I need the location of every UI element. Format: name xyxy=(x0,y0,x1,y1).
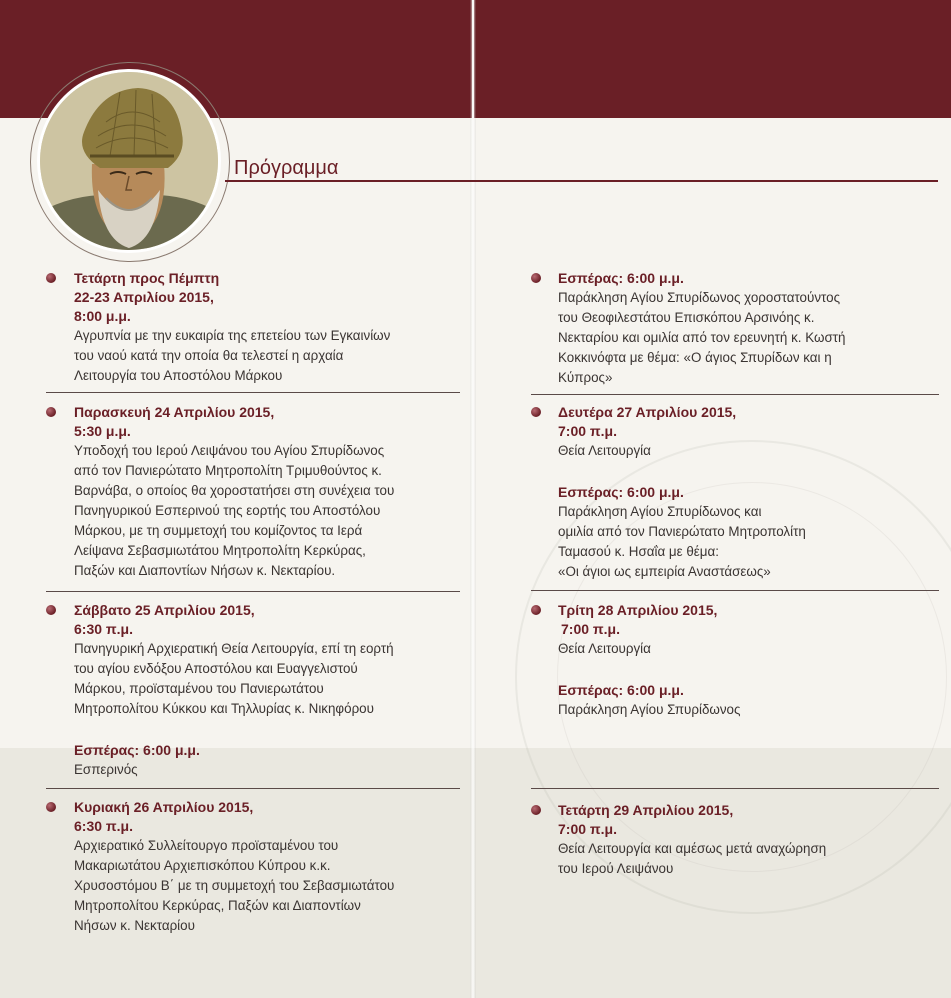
item-date: Δευτέρα 27 Απριλίου 2015, xyxy=(558,404,737,420)
item-line: Πανηγυρική Αρχιερατική Θεία Λειτουργία, επί τη εορτή xyxy=(74,641,394,656)
item-line: Παξών και Διαποντίων Νήσων κ. Νεκταρίου. xyxy=(74,563,336,578)
item-line: Θεία Λειτουργία xyxy=(558,641,651,656)
item-line: του Ιερού Λειψάνου xyxy=(558,861,674,876)
item-line: από τον Πανιερώτατο Μητροπολίτη Τριμυθούντος κ. xyxy=(74,463,382,478)
item-line: Παράκληση Αγίου Σπυρίδωνος xyxy=(558,702,741,717)
item-line: Μητροπολίτου Κύκκου και Τηλλυρίας κ. Νικηφόρου xyxy=(74,701,374,716)
item-evening-time: Εσπέρας: 6:00 μ.μ. xyxy=(74,742,200,758)
bullet-icon xyxy=(531,605,541,615)
item-date: Τρίτη 28 Απριλίου 2015, xyxy=(558,602,718,618)
item-line: Λειτουργία του Αποστόλου Μάρκου xyxy=(74,368,283,383)
bullet-icon xyxy=(531,273,541,283)
item-line: Κοκκινόφτα με θέμα: «Ο άγιος Σπυρίδων και η xyxy=(558,350,832,365)
item-line: Νεκταρίου και ομιλία από τον ερευνητή κ. Κωστή xyxy=(558,330,846,345)
bullet-icon xyxy=(531,805,541,815)
item-time: 7:00 π.μ. xyxy=(558,821,617,837)
item-line: Παράκληση Αγίου Σπυρίδωνος και xyxy=(558,504,762,519)
item-line: Μητροπολίτου Κερκύρας, Παξών και Διαποντίων xyxy=(74,898,361,913)
item-line: του ναού κατά την οποία θα τελεστεί η αρχαία xyxy=(74,348,344,363)
divider xyxy=(46,591,460,592)
item-line: Νήσων κ. Νεκταρίου xyxy=(74,918,195,933)
item-line: Πανηγυρικού Εσπερινού της εορτής του Αποστόλου xyxy=(74,503,381,518)
item-date: Σάββατο 25 Απριλίου 2015, xyxy=(74,602,255,618)
saint-spyridon-icon xyxy=(37,69,221,253)
item-line: Μακαριωτάτου Αρχιεπισκόπου Κύπρου κ.κ. xyxy=(74,858,331,873)
bullet-icon xyxy=(46,802,56,812)
item-evening-time: Εσπέρας: 6:00 μ.μ. xyxy=(558,270,684,286)
item-date: Τετάρτη 29 Απριλίου 2015, xyxy=(558,802,734,818)
item-line: Παράκληση Αγίου Σπυρίδωνος χοροστατούντος xyxy=(558,290,841,305)
item-time: 6:30 π.μ. xyxy=(74,818,133,834)
item-time: 7:00 π.μ. xyxy=(561,621,620,637)
divider xyxy=(46,392,460,393)
item-day: Τετάρτη προς Πέμπτη xyxy=(74,270,220,286)
item-line: Μάρκου, με τη συμμετοχή του κομίζοντος τα Ιερά xyxy=(74,523,363,538)
bullet-icon xyxy=(531,407,541,417)
item-evening-time: Εσπέρας: 6:00 μ.μ. xyxy=(558,484,684,500)
item-date: 22-23 Απριλίου 2015, xyxy=(74,289,214,305)
page-fold xyxy=(470,0,476,998)
item-time: 5:30 μ.μ. xyxy=(74,423,131,439)
item-line: Χρυσοστόμου Β΄ με τη συμμετοχή του Σεβασμιωτάτου xyxy=(74,878,395,893)
divider xyxy=(531,394,939,395)
item-line: του Θεοφιλεστάτου Επισκόπου Αρσινόης κ. xyxy=(558,310,815,325)
item-line: Λείψανα Σεβασμιωτάτου Μητροπολίτη Κερκύρας, xyxy=(74,543,366,558)
top-band-right xyxy=(474,0,951,118)
item-line: «Οι άγιοι ως εμπειρία Αναστάσεως» xyxy=(558,564,771,579)
item-line: ομιλία από τον Πανιερώτατο Μητροπολίτη xyxy=(558,524,806,539)
item-evening-time: Εσπέρας: 6:00 μ.μ. xyxy=(558,682,684,698)
item-line: Αγρυπνία με την ευκαιρία της επετείου των Εγκαινίων xyxy=(74,328,391,343)
item-line: Κύπρος» xyxy=(558,370,613,385)
divider xyxy=(46,788,460,789)
divider xyxy=(531,788,939,789)
item-line: Υποδοχή του Ιερού Λειψάνου του Αγίου Σπυρίδωνος xyxy=(74,443,385,458)
heading-rule xyxy=(225,180,938,182)
item-time: 7:00 π.μ. xyxy=(558,423,617,439)
item-date: Κυριακή 26 Απριλίου 2015, xyxy=(74,799,254,815)
item-line: Αρχιερατικό Συλλείτουργο προϊσταμένου του xyxy=(74,838,339,853)
item-line: Ταμασού κ. Ησαΐα με θέμα: xyxy=(558,544,719,559)
item-date: Παρασκευή 24 Απριλίου 2015, xyxy=(74,404,275,420)
divider xyxy=(531,590,939,591)
item-line: Βαρνάβα, ο οποίος θα χοροστατήσει στη συνέχεια του xyxy=(74,483,395,498)
item-line: Θεία Λειτουργία xyxy=(558,443,651,458)
bullet-icon xyxy=(46,605,56,615)
page-title: Πρόγραμμα xyxy=(234,157,339,179)
bullet-icon xyxy=(46,407,56,417)
item-line: του αγίου ενδόξου Αποστόλου και Ευαγγελιστού xyxy=(74,661,358,676)
item-line: Εσπερινός xyxy=(74,762,138,777)
bullet-icon xyxy=(46,273,56,283)
item-line: Θεία Λειτουργία και αμέσως μετά αναχώρηση xyxy=(558,841,827,856)
item-line: Μάρκου, προϊσταμένου του Πανιερωτάτου xyxy=(74,681,324,696)
item-time: 6:30 π.μ. xyxy=(74,621,133,637)
item-time: 8:00 μ.μ. xyxy=(74,308,131,324)
